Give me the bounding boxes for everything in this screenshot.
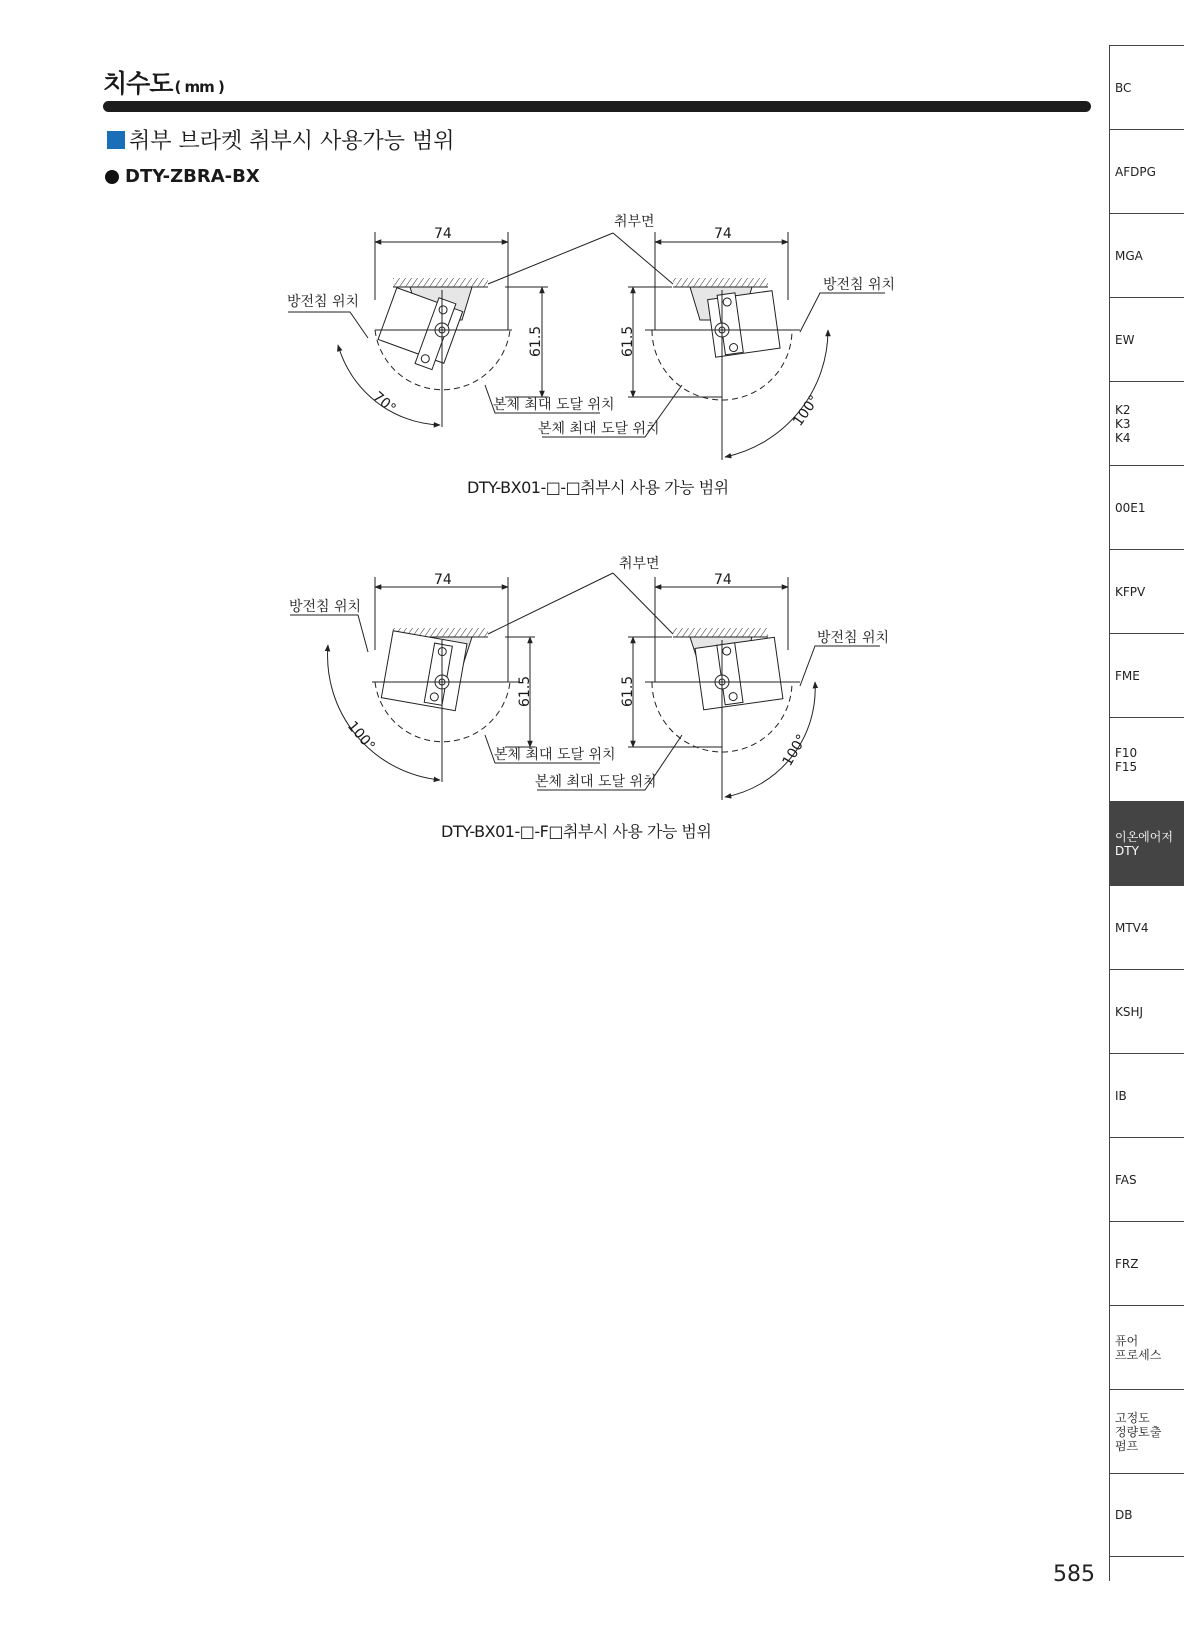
sidebar-tab[interactable]: 고정도 정량토출 펌프 (1110, 1389, 1184, 1473)
fig1-left-needle-label: 방전침 위치 (287, 294, 360, 310)
fig2-left-width-label: 74 (434, 572, 452, 588)
section-heading-text: 취부 브라켓 취부시 사용가능 범위 (129, 129, 455, 154)
sidebar-tab[interactable]: KSHJ (1110, 969, 1184, 1053)
sidebar-tab[interactable]: 00E1 (1110, 465, 1184, 549)
fig2-right-width-label: 74 (714, 572, 732, 588)
sidebar-tab[interactable]: MTV4 (1110, 885, 1184, 969)
fig1-max-reach-label-1: 본체 최대 도달 위치 (493, 397, 615, 413)
section-sidebar (1109, 45, 1184, 1581)
sidebar-tab[interactable]: FRZ (1110, 1221, 1184, 1305)
sidebar-tab[interactable]: MGA (1110, 213, 1184, 297)
figure2-right-unit (628, 577, 815, 800)
fig2-angle-100-label: 100° (343, 718, 378, 755)
sidebar-tab[interactable]: K2 K3 K4 (1110, 381, 1184, 465)
fig1-mount-surface-label: 취부면 (614, 214, 655, 230)
sidebar-tab[interactable]: FME (1110, 633, 1184, 717)
fig2-left-needle-label: 방전침 위치 (289, 599, 362, 615)
sidebar-tab[interactable]: F10 F15 (1110, 717, 1184, 801)
sidebar-tab[interactable]: EW (1110, 297, 1184, 381)
sidebar-tab[interactable]: DB (1110, 1473, 1184, 1557)
sidebar-tab[interactable]: 이온에어저 DTY (1110, 801, 1184, 885)
sidebar-tab[interactable]: BC (1110, 45, 1184, 129)
sidebar-tab[interactable]: KFPV (1110, 549, 1184, 633)
sidebar-tab[interactable]: AFDPG (1110, 129, 1184, 213)
fig2-max-reach-label-1: 본체 최대 도달 위치 (494, 747, 616, 763)
fig1-left-width-label: 74 (434, 226, 452, 242)
fig1-right-needle-label: 방전침 위치 (823, 277, 896, 293)
page-title-unit: ( mm ) (174, 78, 224, 96)
fig2-mount-surface-label: 취부면 (619, 556, 660, 572)
fig1-max-reach-label-2: 본체 최대 도달 위치 (538, 421, 660, 437)
fig1-left-height-label: 61.5 (528, 325, 544, 357)
sidebar-tab[interactable]: FAS (1110, 1137, 1184, 1221)
fig2-angle-100-label-right: 100° (779, 731, 811, 769)
fig1-right-height-label: 61.5 (620, 325, 636, 357)
fig2-right-height-label: 61.5 (620, 675, 636, 707)
sidebar-tab[interactable]: IB (1110, 1053, 1184, 1137)
page-title-text: 치수도 (103, 69, 173, 98)
figure2-caption: DTY-BX01-□-F□취부시 사용 가능 범위 (441, 822, 712, 841)
figure1-caption: DTY-BX01-□-□취부시 사용 가능 범위 (467, 478, 729, 497)
sidebar-tab[interactable]: 퓨어 프로세스 (1110, 1305, 1184, 1389)
fig1-angle-100-label: 100° (790, 392, 823, 430)
fig2-max-reach-label-2: 본체 최대 도달 위치 (535, 774, 657, 790)
page-number: 585 (1053, 1562, 1095, 1587)
fig2-left-height-label: 61.5 (517, 675, 533, 707)
fig1-angle-70-label: 70° (369, 388, 399, 418)
model-name: DTY-ZBRA-BX (125, 166, 260, 187)
fig2-right-needle-label: 방전침 위치 (817, 630, 890, 646)
fig1-right-width-label: 74 (714, 226, 732, 242)
